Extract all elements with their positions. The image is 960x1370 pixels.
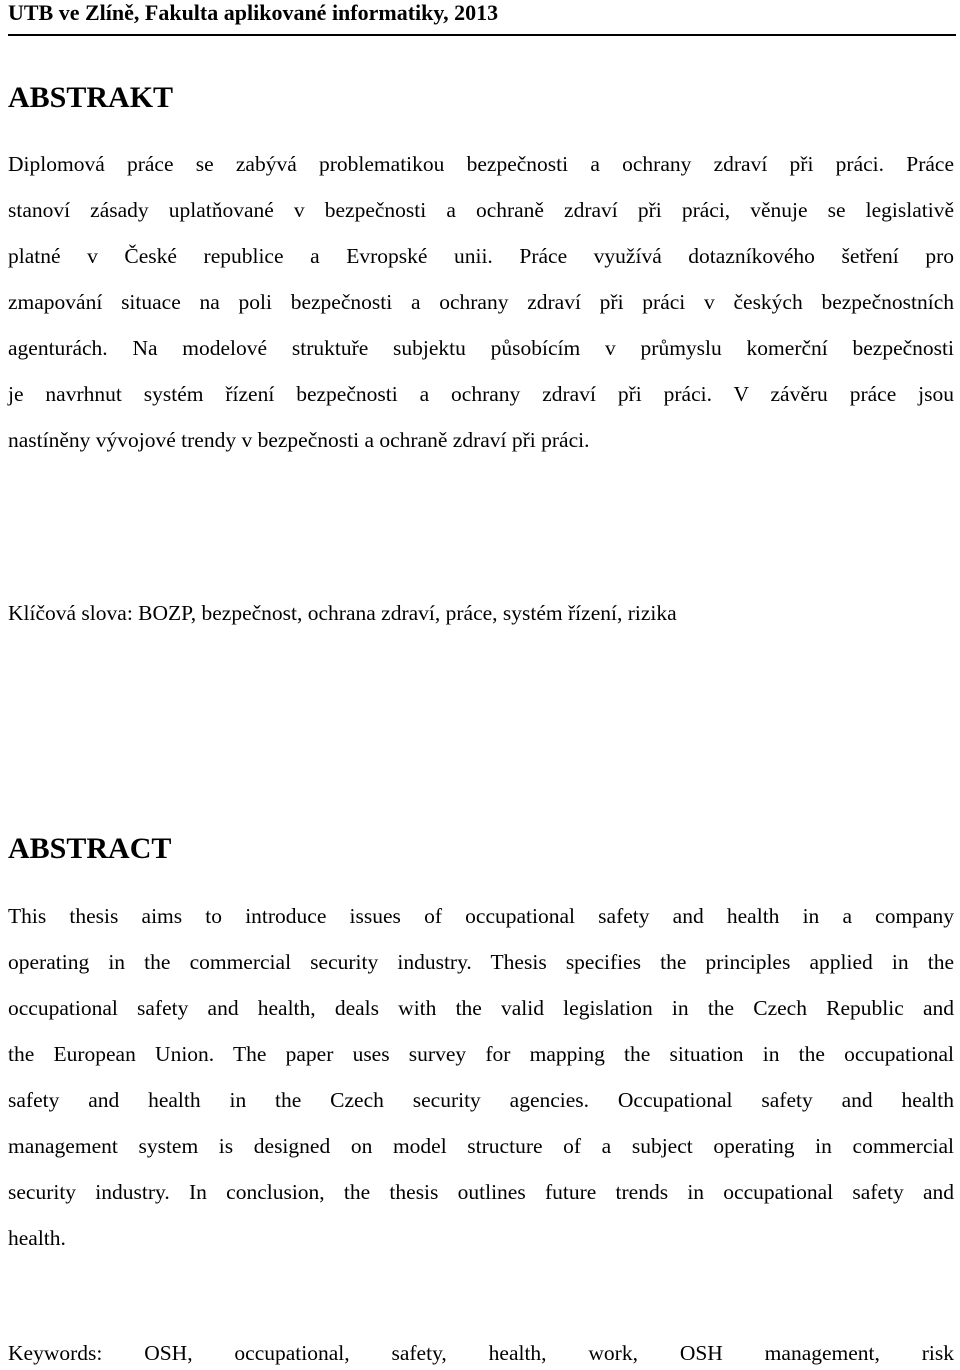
text-line: the European Union. The paper uses survey for mapping the situation in the occupational xyxy=(8,1042,954,1066)
text-line: health. xyxy=(8,1226,66,1250)
english-keywords: Keywords: OSH, occupational, safety, health, work, OSH management, risk xyxy=(8,1341,954,1365)
czech-abstract-text xyxy=(8,141,954,463)
czech-keywords: Klíčová slova: BOZP, bezpečnost, ochrana zdraví, práce, systém řízení, rizika xyxy=(8,601,677,625)
text-line: operating in the commercial security industry. Thesis specifies the principles applied in the xyxy=(8,950,954,974)
english-abstract-heading: ABSTRACT xyxy=(8,832,172,865)
text-line: occupational safety and health, deals with the valid legislation in the Czech Republic and xyxy=(8,996,954,1020)
czech-abstract-heading: ABSTRAKT xyxy=(8,81,174,114)
text-line: platné v České republice a Evropské unii. Práce využívá dotazníkového šetření pro xyxy=(8,244,954,268)
text-line: agenturách. Na modelové struktuře subjektu působícím v průmyslu komerční bezpečnosti xyxy=(8,336,954,360)
text-line: stanoví zásady uplatňované v bezpečnosti a ochraně zdraví při práci, věnuje se legislativě xyxy=(8,198,954,222)
text-line: security industry. In conclusion, the thesis outlines future trends in occupational safety and xyxy=(8,1180,954,1204)
text-line: zmapování situace na poli bezpečnosti a ochrany zdraví při práci v českých bezpečnostních xyxy=(8,290,954,314)
text-line: je navrhnut systém řízení bezpečnosti a ochrany zdraví při práci. V závěru práce jsou xyxy=(8,382,954,406)
text-line: This thesis aims to introduce issues of occupational safety and health in a company xyxy=(8,904,954,928)
header-rule xyxy=(8,34,956,36)
text-line: Diplomová práce se zabývá problematikou bezpečnosti a ochrany zdraví při práci. Práce xyxy=(8,152,954,176)
english-abstract-text xyxy=(8,893,954,1261)
running-header: UTB ve Zlíně, Fakulta aplikované informatiky, 2013 xyxy=(8,0,499,25)
text-line: nastíněny vývojové trendy v bezpečnosti a ochraně zdraví při práci. xyxy=(8,428,590,452)
text-line: management system is designed on model structure of a subject operating in commercial xyxy=(8,1134,954,1158)
text-line: safety and health in the Czech security agencies. Occupational safety and health xyxy=(8,1088,954,1112)
